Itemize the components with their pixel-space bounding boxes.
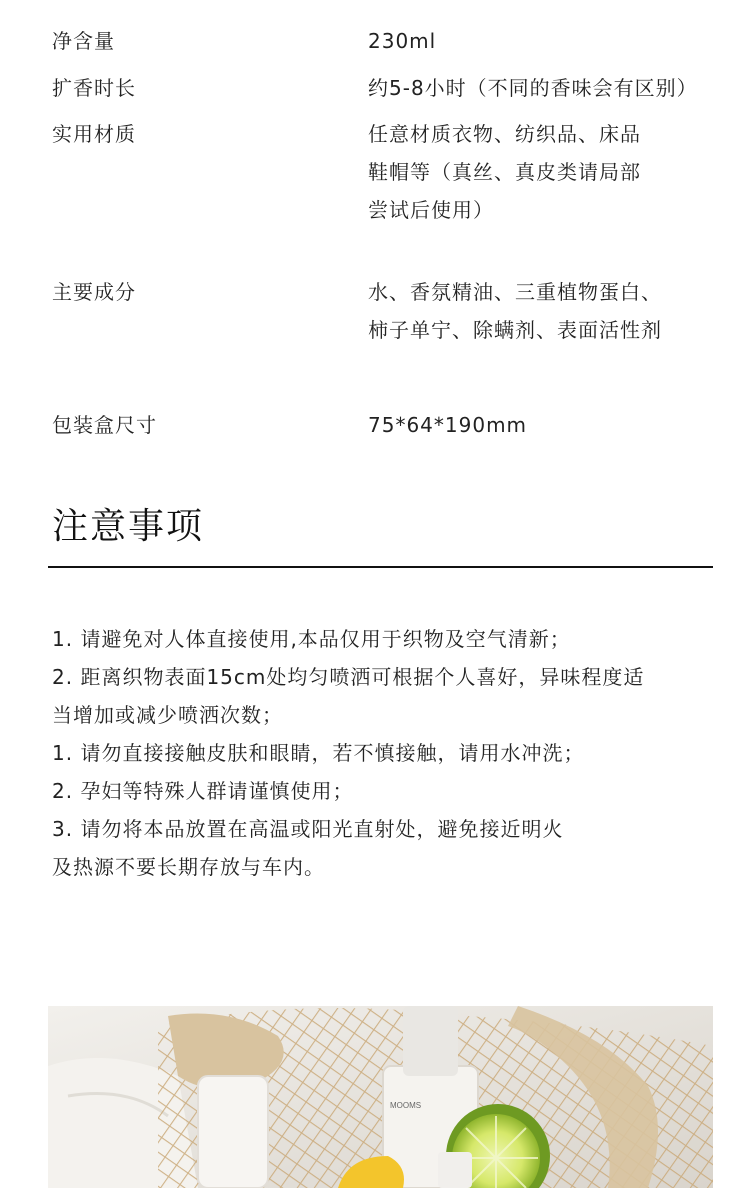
spec-row-ingredients [52,273,710,351]
product-photo-illustration [48,1006,713,1188]
spec-row-box-size [52,406,710,444]
notice-line: 2. 距离织物表面15cm处均匀喷洒可根据个人喜好，异味程度适 [52,665,645,689]
spec-label: 净含量 [52,29,115,53]
notice-list [52,620,692,886]
spec-value [368,273,728,349]
spec-value-line: 230ml [368,29,437,53]
spec-label: 实用材质 [52,122,136,146]
spec-value-line: 柿子单宁、除螨剂、表面活性剂 [368,318,662,342]
spec-label: 主要成分 [52,280,136,304]
spec-label: 包装盒尺寸 [52,413,157,437]
spec-value-line: 75*64*190mm [368,413,528,437]
spec-value-line: 水、香氛精油、三重植物蛋白、 [368,280,662,304]
spec-value [368,115,728,229]
notice-line: 及热源不要长期存放与车内。 [52,855,325,879]
notice-line: 3. 请勿将本品放置在高温或阳光直射处，避免接近明火 [52,817,564,841]
spec-row-material [52,115,710,231]
spec-value [368,406,728,444]
spec-value-line: 约5-8小时（不同的香味会有区别） [368,76,698,100]
notice-line: 2. 孕妇等特殊人群请谨慎使用； [52,779,354,803]
spec-row-duration [52,69,710,107]
spec-value [368,22,728,60]
notice-title: 注意事项 [52,506,205,547]
spec-value [368,69,728,107]
spec-row-net-content [52,22,710,60]
spec-value-line: 任意材质衣物、纺织品、床品 [368,122,641,146]
spec-value-line: 尝试后使用） [368,198,494,222]
spec-value-line: 鞋帽等（真丝、真皮类请局部 [368,160,641,184]
notice-line: 当增加或减少喷洒次数； [52,703,283,727]
spec-label: 扩香时长 [52,76,136,100]
section-divider [48,566,713,568]
notice-line: 1. 请避免对人体直接使用,本品仅用于织物及空气清新； [52,627,571,651]
bottle-label: MOOMS [390,1101,422,1110]
product-photo [48,1006,713,1188]
notice-line: 1. 请勿直接接触皮肤和眼睛，若不慎接触，请用水冲洗； [52,741,585,765]
